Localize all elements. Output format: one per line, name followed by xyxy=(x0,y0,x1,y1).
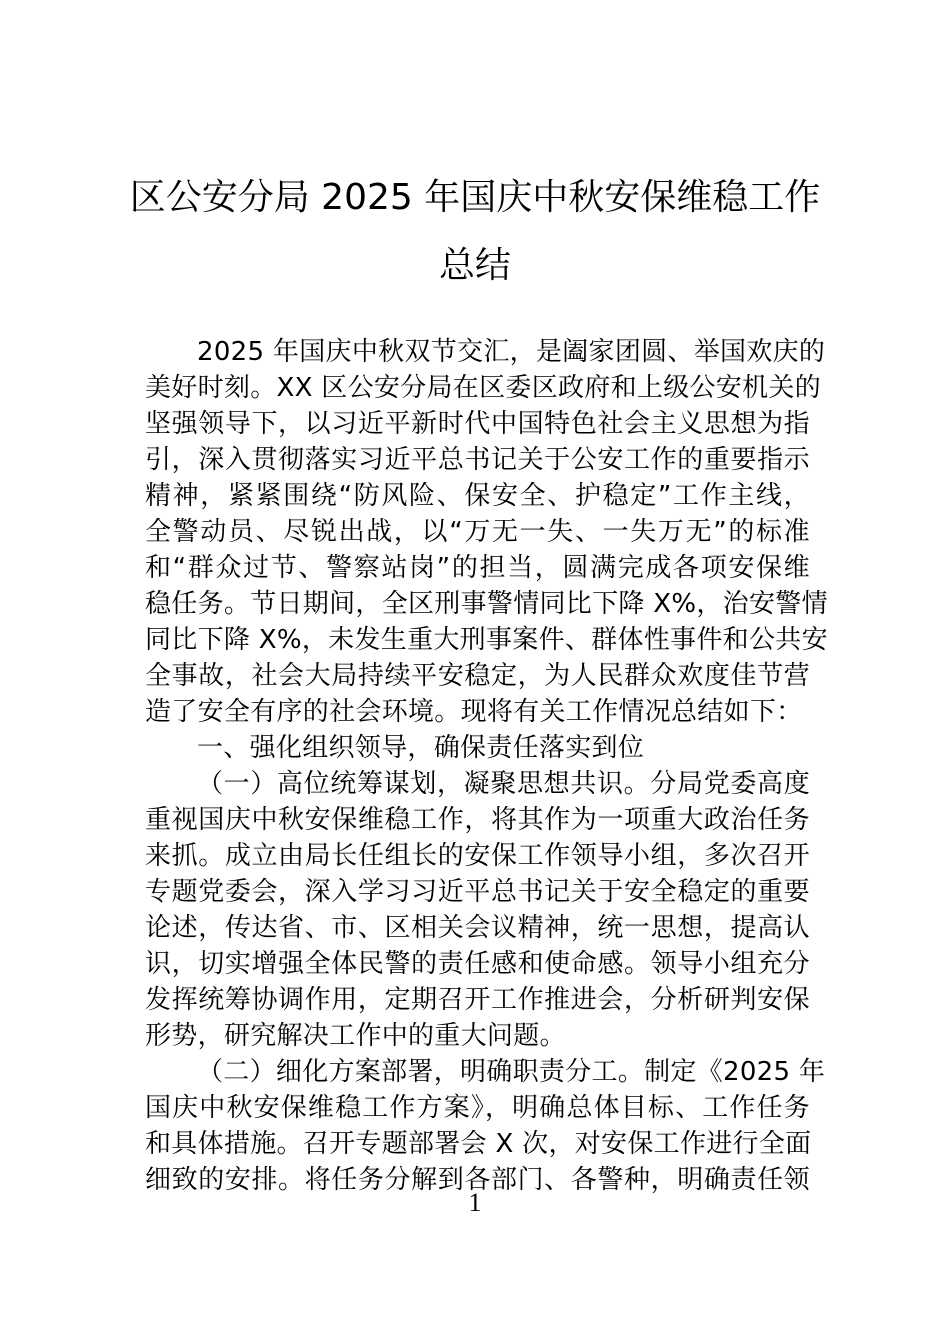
body-line: 坚强领导下，以习近平新时代中国特色社会主义思想为指 xyxy=(145,409,810,439)
body-line: 造了安全有序的社会环境。现将有关工作情况总结如下： xyxy=(145,697,803,727)
body-line: 同比下降 X%，未发生重大刑事案件、群体性事件和公共安 xyxy=(145,625,828,655)
body-line: 识，切实增强全体民警的责任感和使命感。领导小组充分 xyxy=(145,949,810,979)
body-line: 引，深入贯彻落实习近平总书记关于公安工作的重要指示 xyxy=(145,445,810,475)
body-line: 稳任务。节日期间，全区刑事警情同比下降 X%，治安警情 xyxy=(145,589,828,619)
page-number: 1 xyxy=(468,1188,482,1217)
body-line: 国庆中秋安保维稳工作方案》，明确总体目标、工作任务 xyxy=(145,1093,810,1123)
body-line: 专题党委会，深入学习习近平总书记关于安全稳定的重要 xyxy=(145,877,810,907)
document-body xyxy=(145,334,828,1198)
subsection-heading-line: （一）高位统筹谋划，凝聚思想共识。分局党委高度 xyxy=(197,769,810,799)
body-line: 重视国庆中秋安保维稳工作，将其作为一项重大政治任务 xyxy=(145,805,810,835)
body-line: 美好时刻。XX 区公安分局在区委区政府和上级公安机关的 xyxy=(145,373,821,403)
subsection-heading-line: （二）细化方案部署，明确职责分工。制定《2025 年 xyxy=(197,1057,826,1087)
body-line: 形势，研究解决工作中的重大问题。 xyxy=(145,1021,566,1051)
body-line: 全事故，社会大局持续平安稳定，为人民群众欢度佳节营 xyxy=(145,661,810,691)
body-line: 2025 年国庆中秋双节交汇，是阖家团圆、举国欢庆的 xyxy=(197,337,826,367)
document-title-line-2: 总结 xyxy=(438,245,511,286)
body-line: 和具体措施。召开专题部署会 X 次，对安保工作进行全面 xyxy=(145,1129,812,1159)
body-line: 发挥统筹协调作用，定期召开工作推进会，分析研判安保 xyxy=(145,985,810,1015)
body-line: 精神，紧紧围绕“防风险、保安全、护稳定”工作主线， xyxy=(145,481,810,511)
body-line: 全警动员、尽锐出战，以“万无一失、一失万无”的标准 xyxy=(145,517,810,547)
body-line: 和“群众过节、警察站岗”的担当，圆满完成各项安保维 xyxy=(145,553,810,583)
body-line: 论述，传达省、市、区相关会议精神，统一思想，提高认 xyxy=(145,913,810,943)
document-title-line-1: 区公安分局 2025 年国庆中秋安保维稳工作 xyxy=(129,177,821,218)
body-line: 来抓。成立由局长任组长的安保工作领导小组，多次召开 xyxy=(145,841,810,871)
section-heading: 一、强化组织领导，确保责任落实到位 xyxy=(197,733,645,763)
body-line: 细致的安排。将任务分解到各部门、各警种，明确责任领 xyxy=(145,1165,810,1195)
